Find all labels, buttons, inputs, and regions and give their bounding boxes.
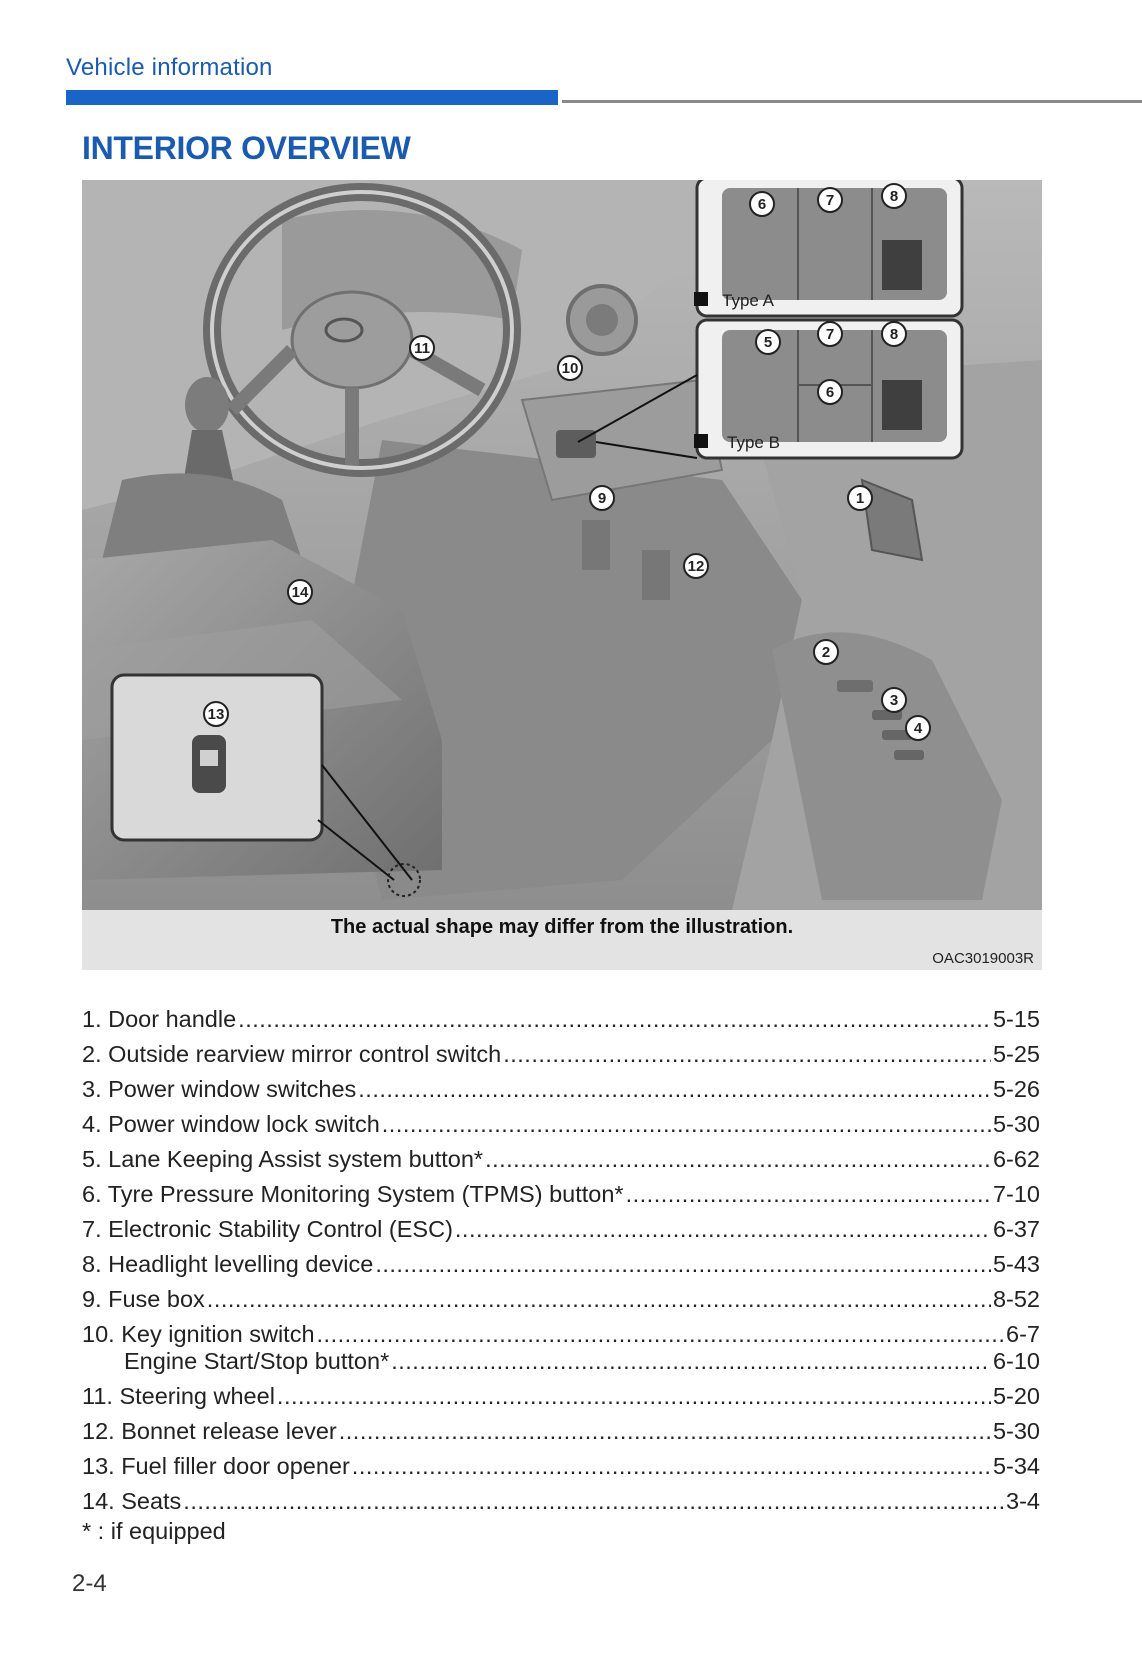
callout-5	[756, 330, 780, 354]
component-index	[82, 998, 1040, 1515]
callout-8b	[882, 322, 906, 346]
callout-12	[684, 554, 708, 578]
index-row: 11. Steering wheel ..... 5-20	[82, 1375, 1040, 1410]
figure-caption: The actual shape may differ from the illustration.	[330, 916, 794, 938]
svg-text:2: 2	[821, 644, 831, 661]
index-row: 8. Headlight levelling device ..... 5-43	[82, 1243, 1040, 1278]
svg-text:8: 8	[889, 326, 899, 343]
header-rule-grey	[562, 100, 1142, 103]
svg-text:4: 4	[913, 720, 923, 737]
header-rule-blue	[66, 90, 558, 105]
figure-code: OAC3019003R	[932, 950, 1034, 967]
svg-text:11: 11	[414, 340, 430, 357]
svg-text:10: 10	[561, 360, 579, 377]
index-row: 14. Seats ..... 3-4	[82, 1480, 1040, 1515]
callout-13	[204, 702, 228, 726]
page-number: 2-4	[72, 1570, 107, 1597]
footnote: * : if equipped	[82, 1518, 226, 1544]
callout-7a	[818, 188, 842, 212]
svg-text:3: 3	[889, 692, 899, 709]
index-row: 2. Outside rearview mirror control switch ..... 5-25	[82, 1033, 1040, 1068]
type-a-label: Type A	[722, 291, 774, 310]
interior-drawing	[82, 180, 1042, 970]
index-row: 7. Electronic Stability Control (ESC) ..... 6-37	[82, 1208, 1040, 1243]
svg-text:8: 8	[889, 188, 899, 205]
svg-text:14: 14	[291, 584, 309, 601]
callout-6b	[818, 380, 842, 404]
callout-8a	[882, 184, 906, 208]
type-b-label: Type B	[727, 433, 780, 452]
section-title: Vehicle information	[66, 54, 273, 81]
svg-text:1: 1	[855, 490, 865, 507]
callout-2	[814, 640, 838, 664]
callout-4	[906, 716, 930, 740]
index-row: 5. Lane Keeping Assist system button* ..... 6-62	[82, 1138, 1040, 1173]
svg-text:6: 6	[825, 384, 835, 401]
index-row: 1. Door handle ..... 5-15	[82, 998, 1040, 1033]
page-title: INTERIOR OVERVIEW	[82, 130, 411, 166]
callout-6a	[750, 192, 774, 216]
callout-14	[288, 580, 312, 604]
svg-text:9: 9	[597, 490, 607, 507]
callout-3	[882, 688, 906, 712]
callout-7b	[818, 322, 842, 346]
svg-text:13: 13	[207, 706, 225, 723]
index-row: Engine Start/Stop button* ..... 6-10	[82, 1348, 1040, 1375]
interior-illustration	[82, 180, 1042, 970]
callout-1	[848, 486, 872, 510]
svg-text:6: 6	[757, 196, 767, 213]
callout-10	[558, 356, 582, 380]
index-row: 13. Fuel filler door opener ..... 5-34	[82, 1445, 1040, 1480]
index-row: 12. Bonnet release lever ..... 5-30	[82, 1410, 1040, 1445]
svg-text:7: 7	[825, 326, 835, 343]
index-row: 10. Key ignition switch ..... 6-7	[82, 1313, 1040, 1348]
callout-9	[590, 486, 614, 510]
callout-11	[410, 336, 434, 360]
index-row: 6. Tyre Pressure Monitoring System (TPMS) button* ..... 7-10	[82, 1173, 1040, 1208]
index-row: 9. Fuse box ..... 8-52	[82, 1278, 1040, 1313]
svg-text:5: 5	[763, 334, 773, 351]
svg-text:7: 7	[825, 192, 835, 209]
index-row: 4. Power window lock switch ..... 5-30	[82, 1103, 1040, 1138]
svg-text:12: 12	[687, 558, 705, 575]
index-row: 3. Power window switches ..... 5-26	[82, 1068, 1040, 1103]
